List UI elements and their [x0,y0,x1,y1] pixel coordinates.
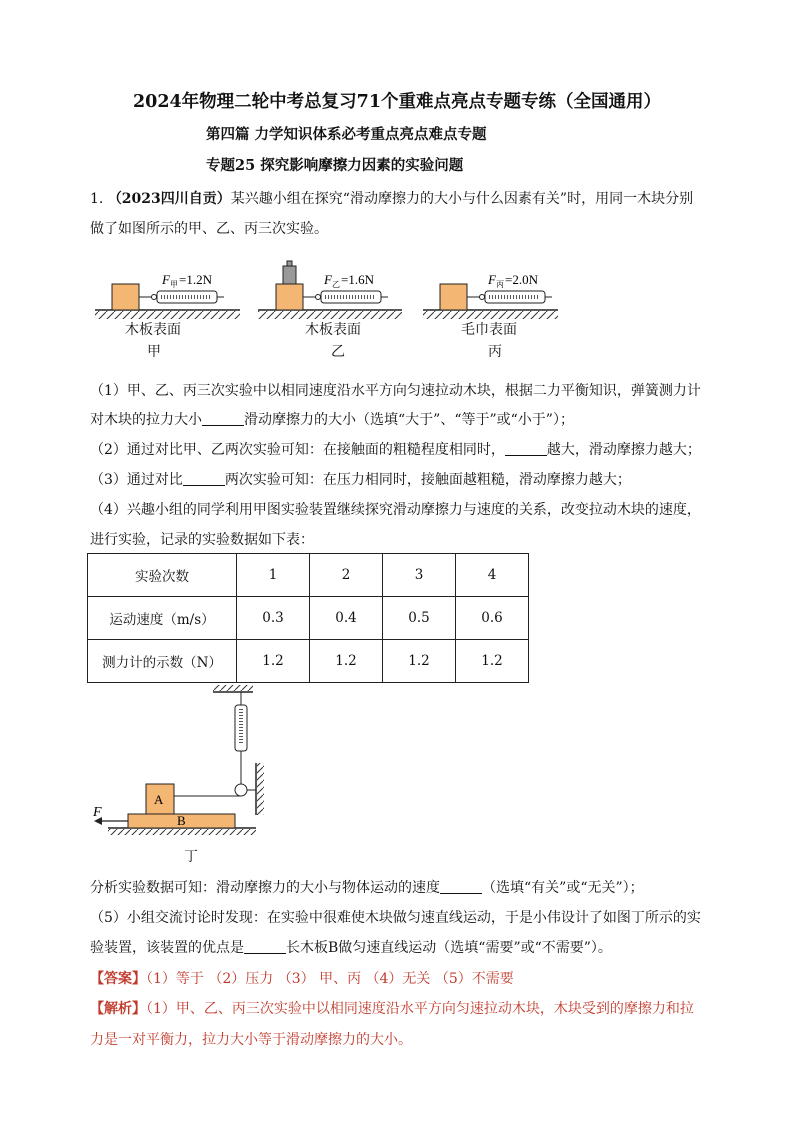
table-cell: 2 [310,554,383,597]
table-row [88,554,529,597]
answer-blank[interactable] [505,441,547,456]
table-row [88,640,529,683]
wood-block [440,284,467,310]
q4-line1: （4）兴趣小组的同学利用甲图实验装置继续探究滑动摩擦力与速度的关系，改变拉动木块的速度， [90,502,701,518]
answer-line [90,968,514,988]
q3-line: （3）通过对比 两次实验可知：在压力相同时，接触面越粗糙，滑动摩擦力越大； [90,472,631,488]
document-title: 2024年物理二轮中考总复习71个重难点亮点专题专练（全国通用） [132,92,662,112]
answer-text: （1）等于 （2）压力 （3） 甲、丙 （4）无关 （5）不需要 [146,971,514,987]
spring-scale [485,291,545,303]
analysis-text: （1）甲、乙、丙三次实验中以相同速度沿水平方向匀速拉动木块，木块受到的摩擦力和拉 [146,1001,694,1017]
q4-analysis: 分析实验数据可知：滑动摩擦力的大小与物体运动的速度 （选填“有关”或“无关”）； [90,880,644,896]
force-subscript-jia: 甲 [170,280,178,289]
question-intro-line1 [90,188,693,208]
q5-line1: （5）小组交流讨论时发现：在实验中很难使木块做匀速直线运动，于是小伟设计了如图丁所示的实 [90,910,701,926]
q1-line2: 对木块的拉力大小 滑动摩擦力的大小（选填“大于”、“等于”或“小于”）； [90,412,574,428]
figure-label-jia: 甲 [147,344,161,360]
svg-text:F: F [162,272,170,287]
table-cell: 0.4 [310,597,383,640]
q2-line: （2）通过对比甲、乙两次实验可知：在接触面的粗糙程度相同时， 越大，滑动摩擦力越大； [90,442,701,458]
figure-yi [258,261,402,319]
figure-ding [88,683,288,873]
surface-label-bing: 毛巾表面 [461,322,517,338]
analysis-line2: 力是一对平衡力，拉力大小等于滑动摩擦力的大小。 [90,1032,412,1048]
force-value-jia: =1.2N [179,272,212,287]
wood-block [112,284,139,310]
figure-jia [95,272,240,319]
board-b-label: B [177,813,186,828]
surface-label-jia: 木板表面 [125,322,181,338]
figure-label-bing: 丙 [488,344,502,360]
table-cell: 3 [383,554,456,597]
topic-heading: 专题25 探究影响摩擦力因素的实验问题 [206,157,464,174]
analysis-line1 [90,998,694,1018]
force-value-yi: =1.6N [341,272,374,287]
spring-scale [157,291,217,303]
svg-text:F: F [488,272,496,287]
question-source: （2023四川自贡） [107,191,231,207]
answer-blank[interactable] [244,939,286,954]
weight-icon [283,266,296,284]
intro-text: 某兴趣小组在探究“滑动摩擦力的大小与什么因素有关”时，用同一木块分别 [230,191,694,207]
force-label-f: F [93,805,102,820]
figure-label-yi: 乙 [331,344,345,360]
answer-blank[interactable] [202,411,244,426]
force-subscript-yi: 乙 [332,280,340,289]
table-cell: 0.3 [237,597,310,640]
block-a-label: A [154,792,164,807]
data-table [87,553,529,683]
table-cell: 1.2 [310,640,383,683]
wood-block [276,284,303,310]
table-header-cell: 实验次数 [88,554,237,597]
question-intro-line2: 做了如图所示的甲、乙、丙三次实验。 [90,221,328,237]
figure-label-ding: 丁 [184,849,198,865]
analysis-label: 【解析】 [90,1001,146,1017]
force-subscript-bing: 丙 [496,280,504,289]
answer-label: 【答案】 [90,971,146,987]
table-cell: 0.5 [383,597,456,640]
table-cell: 1.2 [383,640,456,683]
table-cell: 4 [456,554,529,597]
answer-blank[interactable] [183,471,225,486]
svg-text:F: F [324,272,332,287]
surface-label-yi: 木板表面 [305,322,361,338]
force-value-bing: =2.0N [505,272,538,287]
table-cell: 1.2 [237,640,310,683]
spring-scale [321,291,381,303]
q1-line1: （1）甲、乙、丙三次实验中以相同速度沿水平方向匀速拉动木块，根据二力平衡知识，弹簧测力计 [90,383,701,399]
table-row [88,597,529,640]
table-cell: 1 [237,554,310,597]
q5-line2: 验装置，该装置的优点是 长木板B做匀速直线运动（选填“需要”或“不需要”）。 [90,940,612,956]
q4-line2: 进行实验，记录的实验数据如下表： [90,532,314,548]
part-heading: 第四篇 力学知识体系必考重点亮点难点专题 [206,126,487,143]
figure-bing [423,272,558,319]
table-cell: 1.2 [456,640,529,683]
table-header-cell: 运动速度（m/s） [88,597,237,640]
pulley-icon [235,784,247,796]
question-number: 1. [90,191,104,207]
table-cell: 0.6 [456,597,529,640]
answer-blank[interactable] [440,879,482,894]
table-header-cell: 测力计的示数（N） [88,640,237,683]
